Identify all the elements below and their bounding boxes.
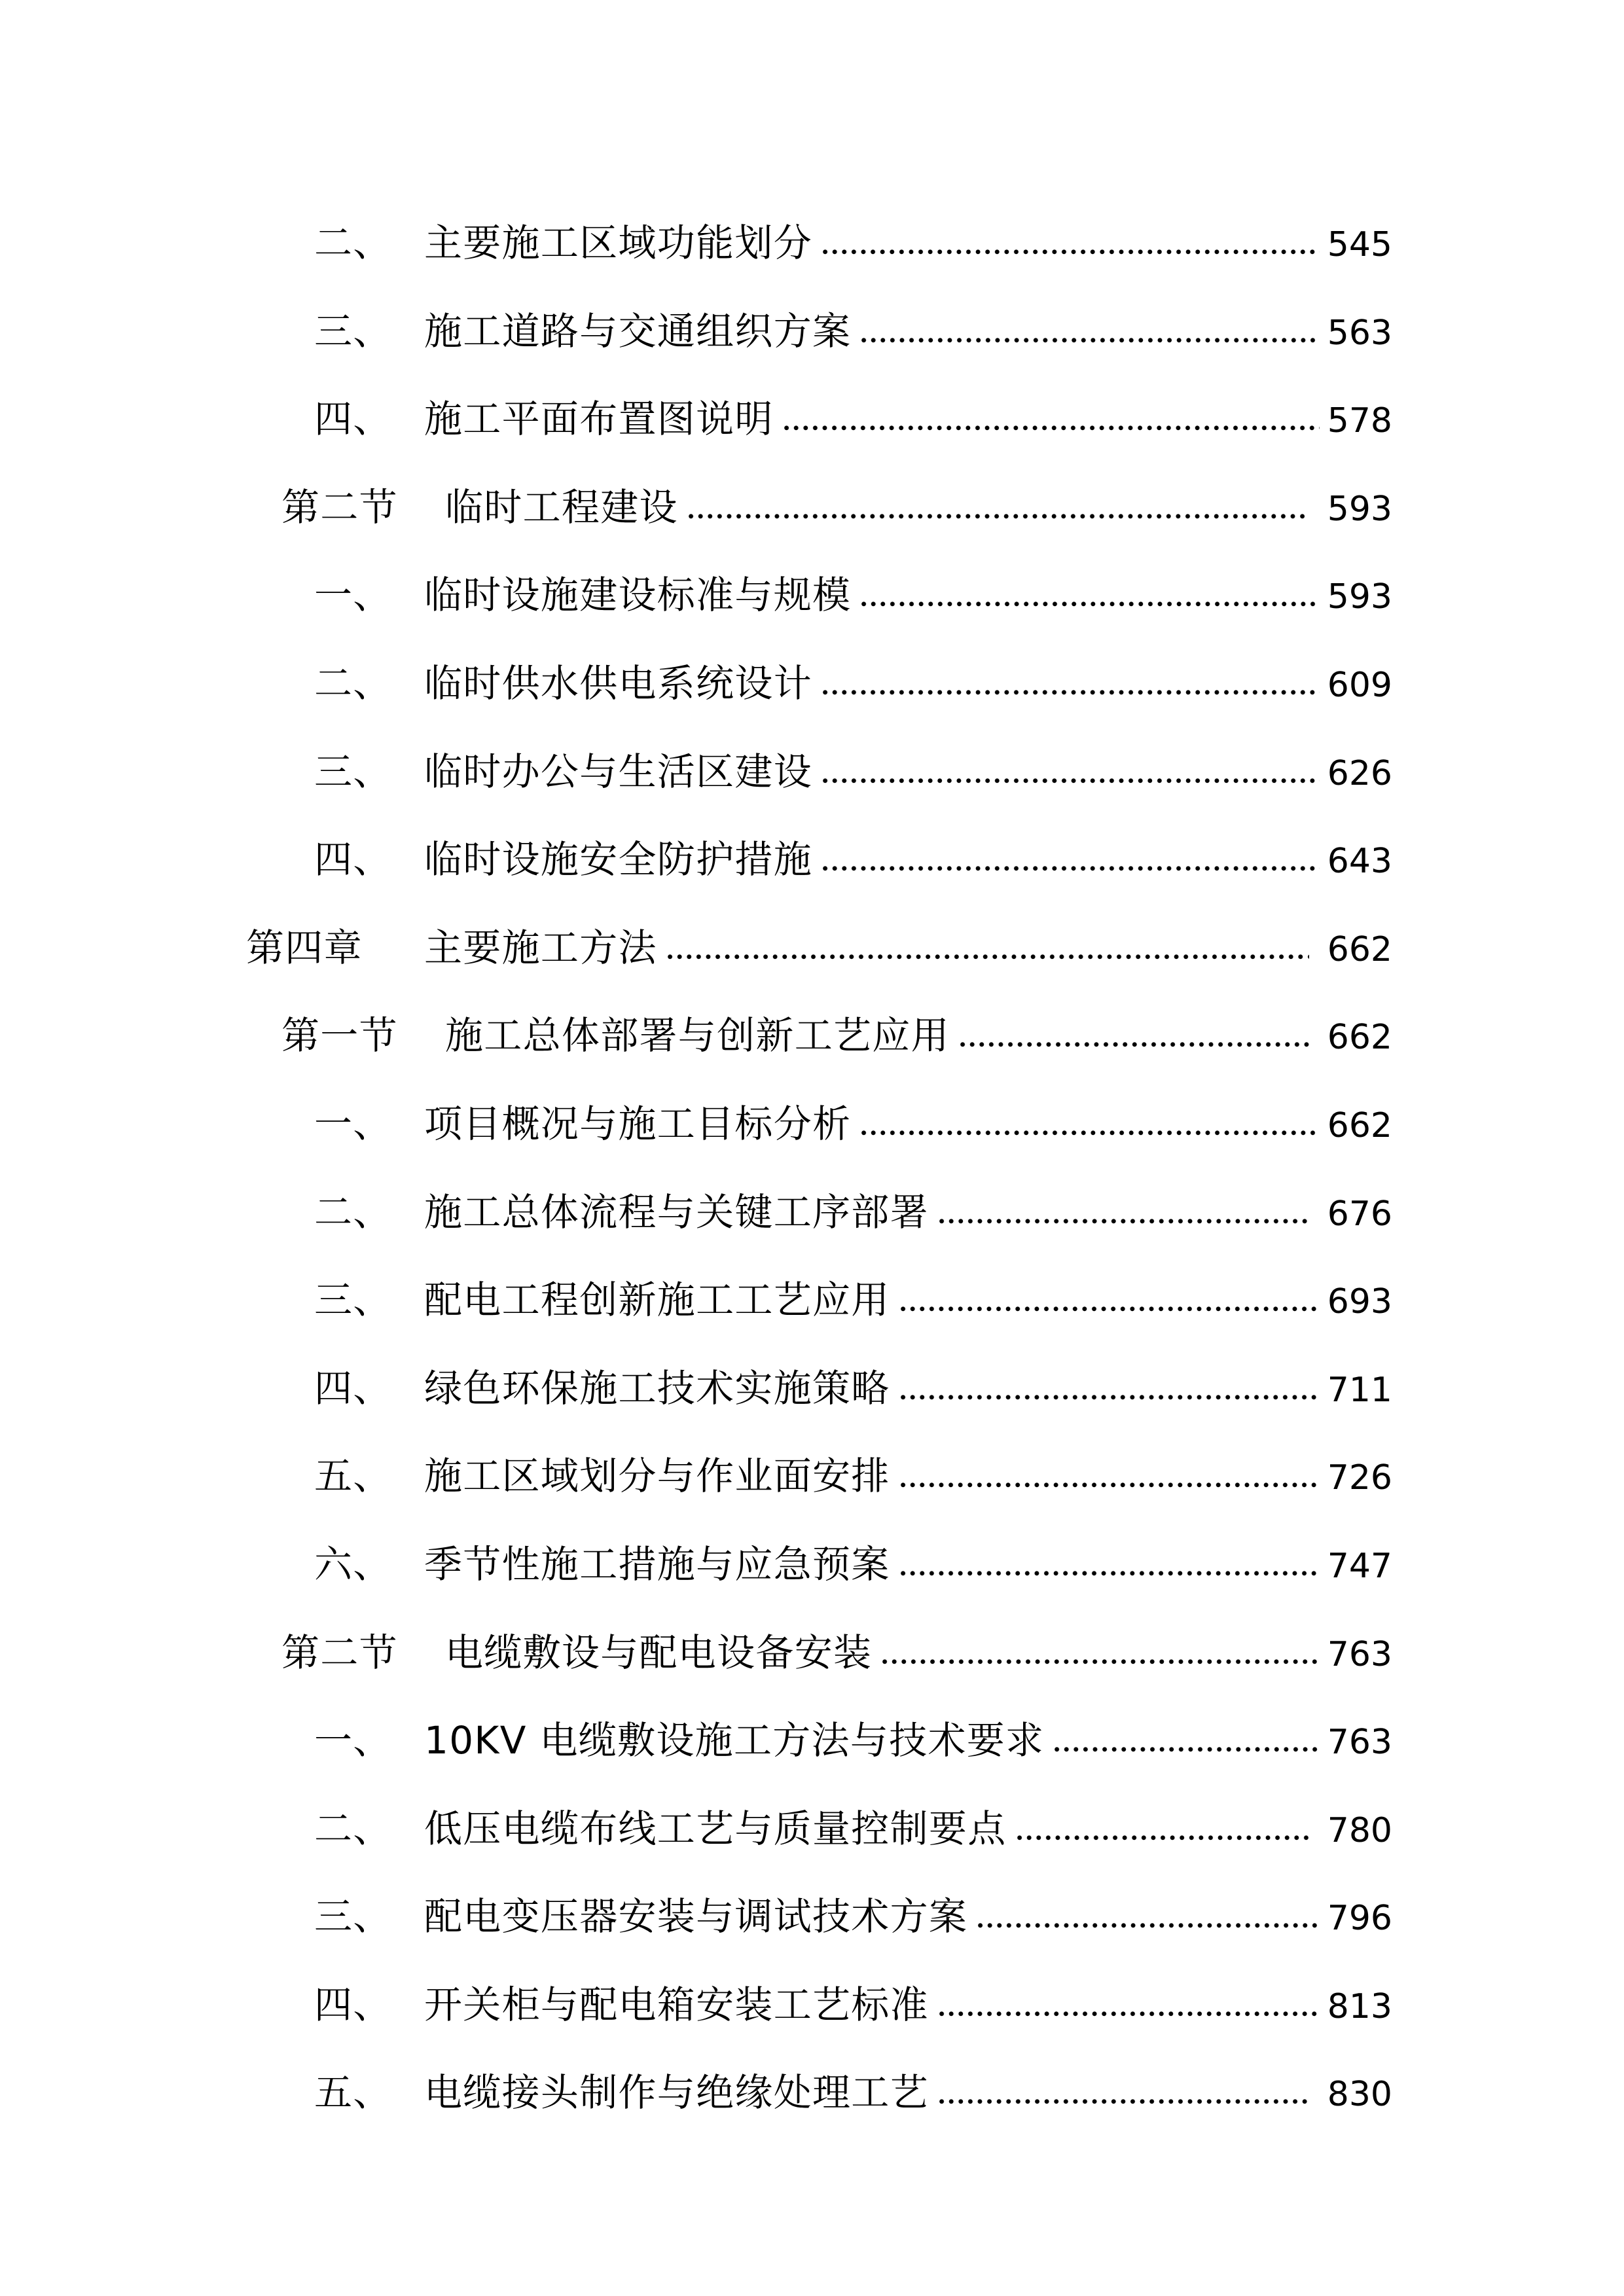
toc-entry[interactable] xyxy=(246,552,1392,641)
toc-entry-number: 第二节 xyxy=(281,1630,398,1675)
toc-entry-number: 第二节 xyxy=(281,484,398,529)
toc-entry[interactable] xyxy=(246,376,1392,465)
toc-entry[interactable] xyxy=(246,1786,1392,1874)
toc-entry-title: 主要施工区域功能划分 xyxy=(424,221,813,265)
toc-entry-number: 四、 xyxy=(314,1365,392,1410)
toc-entry-number: 一、 xyxy=(314,1101,392,1146)
dot-leader xyxy=(823,248,1320,256)
toc-entry[interactable] xyxy=(246,641,1392,729)
dot-leader xyxy=(901,1305,1320,1313)
toc-entry-page: 711 xyxy=(1327,1370,1392,1410)
toc-entry-title: 配电工程创新施工工艺应用 xyxy=(424,1278,890,1323)
toc-entry[interactable] xyxy=(246,2050,1392,2138)
toc-entry-number: 四、 xyxy=(314,1982,392,2027)
toc-entry-title: 主要施工方法 xyxy=(424,925,657,970)
toc-entry[interactable] xyxy=(246,817,1392,905)
dot-leader xyxy=(861,600,1319,608)
toc-entry-title: 施工道路与交通组织方案 xyxy=(424,308,852,353)
dot-leader xyxy=(1055,1746,1319,1753)
dot-leader xyxy=(823,689,1320,696)
toc-entry-page: 626 xyxy=(1327,753,1392,793)
toc-entry-number: 四、 xyxy=(314,397,392,442)
toc-entry-page: 609 xyxy=(1327,665,1392,705)
toc-entry-number: 二、 xyxy=(314,1806,392,1851)
toc-entry-page: 643 xyxy=(1327,842,1392,882)
toc-entry-page: 726 xyxy=(1327,1458,1392,1498)
dot-leader xyxy=(882,1658,1319,1666)
toc-entry-page: 662 xyxy=(1327,1018,1392,1058)
toc-entry-page: 780 xyxy=(1327,1810,1392,1850)
toc-entry[interactable] xyxy=(246,1081,1392,1170)
toc-entry-number: 三、 xyxy=(314,749,392,794)
toc-entry-number: 三、 xyxy=(314,308,392,353)
toc-entry[interactable] xyxy=(246,1874,1392,1962)
toc-entry-number: 二、 xyxy=(314,660,392,706)
toc-entry-number: 第四章 xyxy=(246,925,363,970)
toc-entry-page: 593 xyxy=(1327,577,1392,617)
dot-leader xyxy=(861,1129,1319,1137)
toc-entry-title: 低压电缆布线工艺与质量控制要点 xyxy=(424,1806,1007,1851)
dot-leader xyxy=(861,336,1319,344)
toc-entry-title: 临时设施安全防护措施 xyxy=(424,837,813,882)
toc-entry[interactable] xyxy=(246,1257,1392,1346)
toc-entry-title: 施工平面布置图说明 xyxy=(424,397,774,442)
toc-entry-title: 季节性施工措施与应急预案 xyxy=(424,1541,890,1587)
toc-entry-number: 第一节 xyxy=(281,1013,398,1058)
toc-entry[interactable] xyxy=(246,1698,1392,1786)
toc-entry-title: 配电变压器安装与调试技术方案 xyxy=(424,1894,968,1939)
toc-entry-title: 开关柜与配电箱安装工艺标准 xyxy=(424,1982,929,2027)
toc-entry-title: 施工区域划分与作业面安排 xyxy=(424,1454,890,1499)
toc-entry-page: 813 xyxy=(1327,1986,1392,2026)
toc-entry[interactable] xyxy=(246,465,1392,553)
toc-entry-title: 项目概况与施工目标分析 xyxy=(424,1101,852,1146)
toc-entry-title: 临时供水供电系统设计 xyxy=(424,660,813,706)
dot-leader xyxy=(901,1481,1320,1489)
toc-entry-title: 施工总体流程与关键工序部署 xyxy=(424,1189,929,1234)
dot-leader xyxy=(1017,1834,1309,1842)
toc-entry-number: 二、 xyxy=(314,1189,392,1234)
toc-entry-title: 绿色环保施工技术实施策略 xyxy=(424,1365,890,1410)
toc-entry-title: 临时办公与生活区建设 xyxy=(424,749,813,794)
toc-entry-title: 施工总体部署与创新工艺应用 xyxy=(445,1013,950,1058)
toc-entry[interactable] xyxy=(246,729,1392,817)
toc-entry[interactable] xyxy=(246,1346,1392,1434)
toc-entry-page: 578 xyxy=(1327,401,1392,441)
dot-leader xyxy=(901,1393,1320,1401)
toc-entry[interactable] xyxy=(246,905,1392,994)
toc-entry-title: 临时工程建设 xyxy=(445,484,678,529)
dot-leader xyxy=(901,1570,1320,1577)
toc-entry-number: 二、 xyxy=(314,221,392,265)
toc-entry-number: 一、 xyxy=(314,1718,392,1763)
toc-entry[interactable] xyxy=(246,1433,1392,1522)
dot-leader xyxy=(978,1922,1320,1929)
toc-entry[interactable] xyxy=(246,289,1392,377)
dot-leader xyxy=(668,953,1309,961)
toc-entry[interactable] xyxy=(246,1170,1392,1258)
toc-entry-page: 763 xyxy=(1327,1723,1392,1763)
toc-entry-title: 临时设施建设标准与规模 xyxy=(424,573,852,618)
toc-entry-page: 662 xyxy=(1327,929,1392,969)
toc-entry-number: 四、 xyxy=(314,837,392,882)
toc-entry-number: 五、 xyxy=(314,2070,392,2115)
dot-leader xyxy=(939,2098,1309,2106)
dot-leader xyxy=(689,512,1309,520)
toc-entry-page: 545 xyxy=(1327,225,1392,264)
toc-entry[interactable] xyxy=(246,1522,1392,1610)
toc-entry-title: 电缆接头制作与绝缘处理工艺 xyxy=(424,2070,929,2115)
toc-entry-title: 电缆敷设与配电设备安装 xyxy=(445,1630,873,1675)
toc-entry-number: 六、 xyxy=(314,1541,392,1587)
toc-entry-page: 693 xyxy=(1327,1282,1392,1322)
toc-entry[interactable] xyxy=(246,1610,1392,1698)
toc-entry-number: 一、 xyxy=(314,573,392,618)
toc-entry-page: 593 xyxy=(1327,489,1392,529)
toc-entry[interactable] xyxy=(246,200,1392,289)
dot-leader xyxy=(939,2010,1320,2018)
toc-entry-number: 三、 xyxy=(314,1894,392,1939)
dot-leader xyxy=(823,777,1320,785)
toc-entry[interactable] xyxy=(246,993,1392,1081)
toc-entry-page: 830 xyxy=(1327,2075,1392,2115)
dot-leader xyxy=(823,865,1320,872)
toc-entry-number: 三、 xyxy=(314,1278,392,1323)
toc-entry-page: 563 xyxy=(1327,313,1392,353)
toc-entry-number: 五、 xyxy=(314,1454,392,1499)
toc-entry-title: 10KV 电缆敷设施工方法与技术要求 xyxy=(424,1718,1045,1763)
toc-entry-page: 763 xyxy=(1327,1634,1392,1674)
toc-entry-page: 662 xyxy=(1327,1105,1392,1145)
toc-entry-page: 796 xyxy=(1327,1899,1392,1939)
dot-leader xyxy=(784,424,1320,432)
dot-leader xyxy=(960,1041,1309,1049)
dot-leader xyxy=(939,1217,1309,1225)
toc-entry-page: 747 xyxy=(1327,1546,1392,1586)
toc-entry[interactable] xyxy=(246,1962,1392,2051)
toc-entry-page: 676 xyxy=(1327,1194,1392,1234)
